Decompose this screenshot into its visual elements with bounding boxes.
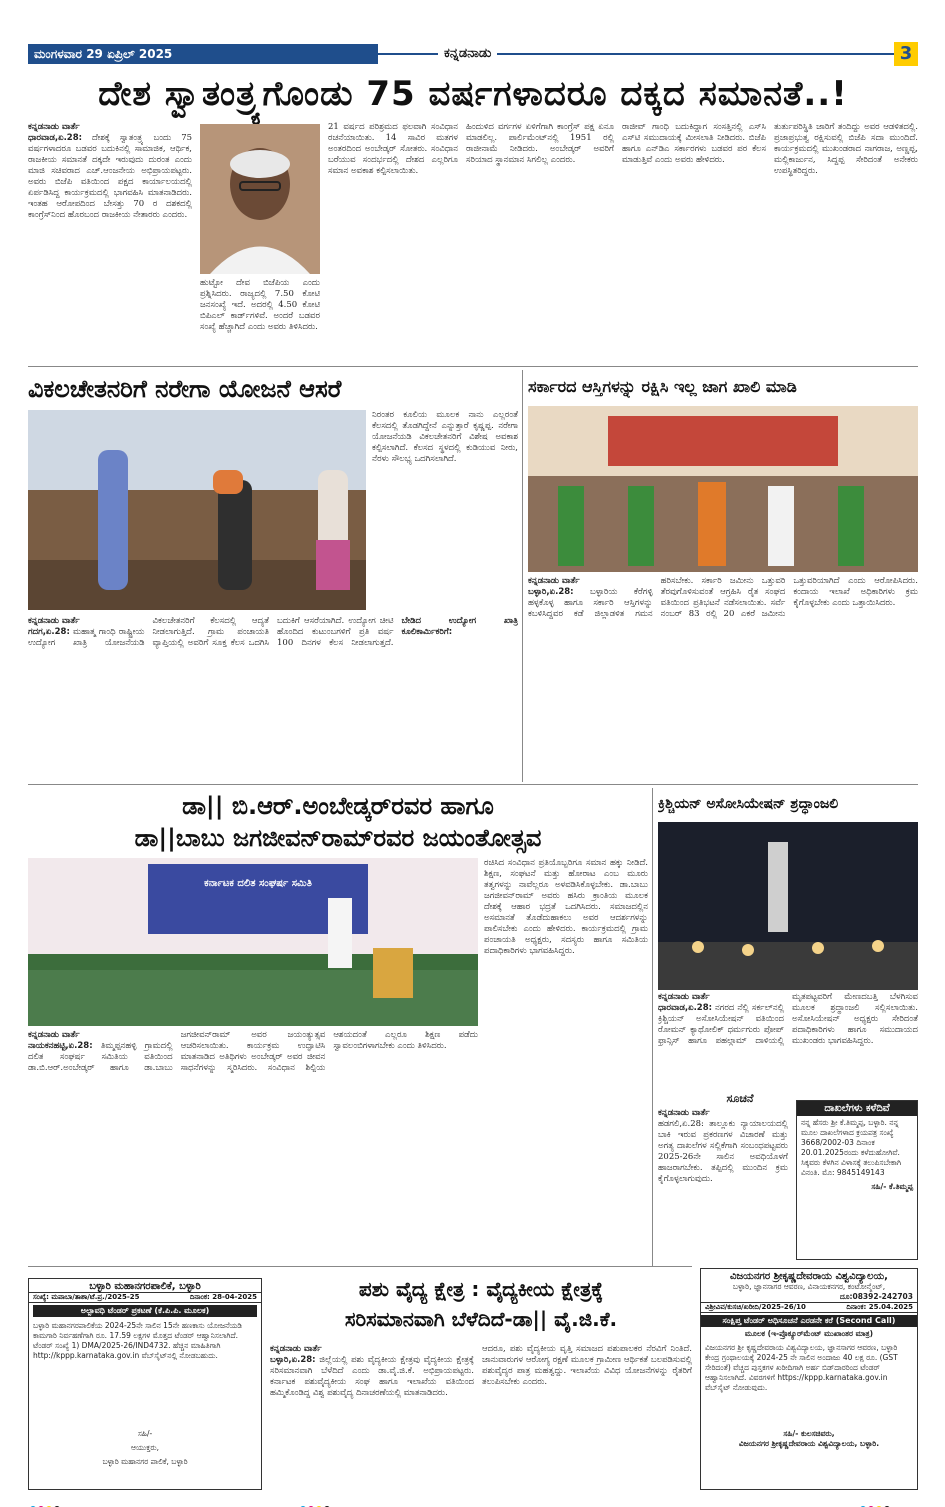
temple-byline: ಕನ್ನಡನಾಡು ವಾರ್ತೆ xyxy=(528,576,580,586)
lead-dateline: ಧಾರವಾಡ,ಏ.28: xyxy=(28,133,83,143)
lead-col-3 xyxy=(328,122,458,362)
color-registration-mid xyxy=(300,1497,332,1503)
temple-body-text: ಬಳ್ಳಾರಿಯ ಕೆರೆಗಳ್ಳಿ ಹಳ್ಳಕೊಳ್ಳ ಹಾಗೂ ಸರ್ಕಾರಿ ಆಸ್ತಿಗಳನ್ನು ಕಬಳಿಸಿದ್ದವರ ಕಡೆ ಜಿಲ್ಲಾಡಳಿತ ಗಮನ ಹರಿಸಬೇಕು. ಸರ್ಕಾರಿ ಜಮೀನು ಒತ್ತುವರಿ ತೆರವುಗೊಳಿಸುವಂತೆ ಆಗ್ರಹಿಸಿ ರೈತ ಸಂಘದ ವತಿಯಿಂದ ಪ್ರತಿಭಟನೆ ನಡೆಸಲಾಯಿತು. ಸರ್ವೆ ನಂಬರ್ 83 ರಲ್ಲಿ 20 ಎಕರೆ ಜಮೀನು ಒತ್ತುವರಿಯಾಗಿದೆ ಎಂದು ಆರೋಪಿಸಿದರು. ಕಂದಾಯ ಇಲಾಖೆ ಅಧಿಕಾರಿಗಳು ಕ್ರಮ ಕೈಗೊಳ್ಳಬೇಕು ಎಂದು ಒತ್ತಾಯಿಸಿದರು. xyxy=(528,576,918,619)
university-address: ಬಳ್ಳಾರಿ, ಜ್ಞಾನಸಾಗರ ಆವರಣ, ವಿನಾಯಕನಗರ, ಕಂಟೋನ್ಮೆಂಟ್, xyxy=(732,1282,886,1291)
lead-col-6 xyxy=(774,122,918,362)
ambedkar-banner-text: ಕರ್ನಾಟಕ ದಲಿತ ಸಂಘರ್ಷ ಸಮಿತಿ xyxy=(204,878,312,889)
ambedkar-headline-1: ಡಾ|| ಬಿ.ಆರ್.ಅಂಬೇಡ್ಕರ್‌ರವರ ಹಾಗೂ xyxy=(182,792,494,820)
corp-title: ಬಳ್ಳಾರಿ ಮಹಾನಗರಪಾಲಿಕೆ, ಬಳ್ಳಾರಿ xyxy=(89,1281,201,1292)
documents-ad-title: ದಾಖಲೆಗಳು ಕಳೆದಿವೆ xyxy=(797,1101,917,1116)
lead-col-1 xyxy=(28,122,192,362)
lead-text-4: ಹಿಂದುಳಿದ ವರ್ಗಗಳ ಏಳಿಗೆಗಾಗಿ ಕಾಂಗ್ರೆಸ್ ಪಕ್ಷ ಏನೂ ಮಾಡಲಿಲ್ಲ. ಪಾರ್ಲಿಮೆಂಟ್‌ನಲ್ಲಿ 1951 ರಲ್ಲಿ ರಾಜೀನಾಮೆ ನೀಡಿದರು. ಅಂಬೇಡ್ಕರ್ ಅವರಿಗೆ ಸರಿಯಾದ ಸ್ಥಾನಮಾನ ಸಿಗಲಿಲ್ಲ ಎಂದರು. xyxy=(466,122,614,165)
masthead xyxy=(28,44,918,66)
ambedkar-right-col xyxy=(484,858,648,1278)
portrait-illustration xyxy=(200,124,320,274)
university-sign: ಸಹಿ/- ಕುಲಸಚಿವರು, xyxy=(783,1429,835,1438)
corp-tender-title: ಅಲ್ಪಾವಧಿ ಟೆಂಡರ್ ಪ್ರಕಟಣೆ (ಕೆ.ಪಿ.ಪಿ. ಮೂಲಕ) xyxy=(33,1305,257,1317)
divider xyxy=(28,1266,692,1267)
temple-photo xyxy=(528,406,918,572)
christian-headline: ಕ್ರಿಶ್ಚಿಯನ್ ಅಸೋಸಿಯೇಷನ್ ಶ್ರದ್ಧಾಂಜಲಿ xyxy=(658,796,839,812)
narega-side-text: ನಿರಂತರ ಕೂಲಿಯ ಮೂಲಕ ನಾನು ಎಲ್ಲರಂತೆ ಕೆಲಸದಲ್ಲಿ ತೊಡಗಿದ್ದೇನೆ ಎನ್ನುತ್ತಾರೆ ಕೃಷ್ಣಪ್ಪ. ನರೇಗಾ ಯೋಜನೆಯಡಿ ವಿಕಲಚೇತನರಿಗೆ ವಿಶೇಷ ಅವಕಾಶ ಕಲ್ಪಿಸಲಾಗಿದೆ. ಕೆಲಸದ ಸ್ಥಳದಲ್ಲಿ ಕುಡಿಯುವ ನೀರು, ನೆರಳು ಸೌಲಭ್ಯ ಒದಗಿಸಲಾಗಿದೆ. xyxy=(372,410,518,464)
corp-sign: ಸಹಿ/- xyxy=(137,1429,153,1438)
divider xyxy=(28,366,918,367)
documents-ad-body: ನನ್ನ ಹೆಸರು ಶ್ರೀ ಕೆ.ತಿಮ್ಮಪ್ಪ, ಬಳ್ಳಾರಿ. ನನ್ನ ಮೂಲ ದಾಖಲೆಗಳಾದ ಕ್ರಯಪತ್ರ ಸಂಖ್ಯೆ 3668/2002-03 ದಿನಾಂಕ 20.01.2025ರಂದು ಕಳೆದುಹೋಗಿವೆ. ಸಿಕ್ಕವರು ಕೆಳಗಿನ ವಿಳಾಸಕ್ಕೆ ತಲುಪಿಸಬೇಕಾಗಿ ವಿನಂತಿ. ಮೊ: 9845149143 xyxy=(801,1118,902,1177)
christian-byline: ಕನ್ನಡನಾಡು ವಾರ್ತೆ xyxy=(658,992,710,1002)
issue-date: ಮಂಗಳವಾರ 29 ಏಪ್ರಿಲ್ 2025 xyxy=(28,44,378,64)
lead-text-1: ದೇಶಕ್ಕೆ ಸ್ವಾತಂತ್ರ್ಯ ಬಂದು 75 ವರ್ಷಗಳಾದರೂ ಬಡವರ ಬದುಕಿನಲ್ಲಿ ಸಾಮಾಜಿಕ, ಆರ್ಥಿಕ, ರಾಜಕೀಯ ಸಮಾನತೆ ದಕ್ಕದೇ ಇರುವುದು ದುರಂತ ಎಂದು ಮಾಜಿ ಸಚಿವರಾದ ಎಚ್.ಆಂಜನೇಯ ಅಭಿಪ್ರಾಯಪಟ್ಟರು. ಅವರು ಬಿಜೆಪಿ ವತಿಯಿಂದ ಪಕ್ಷದ ಕಾರ್ಯಾಲಯದಲ್ಲಿ ಏರ್ಪಡಿಸಿದ್ದ ಕಾರ್ಯಕ್ರಮದಲ್ಲಿ ಭಾಗವಹಿಸಿ ಮಾತನಾಡಿದರು. ಇಂತಹ ಆರೋಪದಿಂದ ಬೇಸತ್ತು 70 ರ ದಶಕದಲ್ಲಿ ಕಾಂಗ್ರೆಸ್‌ನಿಂದ ಹೊರಬಂದ ರಾಜಕೀಯ ನೇತಾರರು ಎಂದರು. xyxy=(28,133,192,220)
university-ref-row xyxy=(701,1302,917,1313)
documents-lost-ad xyxy=(796,1100,918,1260)
narega-byline: ಕನ್ನಡನಾಡು ವಾರ್ತೆ xyxy=(28,616,80,626)
lead-text-6: ತುರ್ತುಪರಿಸ್ಥಿತಿ ಜಾರಿಗೆ ತಂದಿದ್ದು ಅವರ ಆಡಳಿತದಲ್ಲಿ. ಪ್ರಜಾಪ್ರಭುತ್ವ ರಕ್ಷಿಸುವಲ್ಲಿ ಬಿಜೆಪಿ ಸದಾ ಮುಂದಿದೆ. ಕಾರ್ಯಕ್ರಮದಲ್ಲಿ ಮುಖಂಡರಾದ ನಾಗರಾಜ, ಅಣ್ಣಪ್ಪ, ಮಲ್ಲಿಕಾರ್ಜುನ, ಸಿದ್ದಪ್ಪ ಸೇರಿದಂತೆ ಅನೇಕರು ಉಪಸ್ಥಿತರಿದ್ದರು. xyxy=(774,122,918,176)
university-date: ದಿನಾಂಕ: 25.04.2025 xyxy=(846,1303,913,1311)
notice-byline: ಕನ್ನಡನಾಡು ವಾರ್ತೆ xyxy=(658,1108,710,1118)
page-number: 3 xyxy=(894,42,918,66)
university-sign-2: ವಿಜಯನಗರ ಶ್ರೀಕೃಷ್ಣದೇವರಾಯ ವಿಶ್ವವಿದ್ಯಾಲಯ, ಬಳ್ಳಾರಿ. xyxy=(738,1439,880,1448)
lead-col-4 xyxy=(466,122,614,362)
corp-ref: ಸಂಖ್ಯೆ: ಮಪಾಬಾ/ತಾಶಾ/ಟೆ.ಪ್ರ./2025-25 xyxy=(33,1293,140,1301)
vet-dateline: ಬಳ್ಳಾರಿ,ಏ.28: xyxy=(270,1355,316,1365)
lead-col-2 xyxy=(200,278,320,362)
divider xyxy=(652,788,653,1266)
lead-portrait-photo xyxy=(200,124,320,274)
narega-photo xyxy=(28,410,366,610)
lead-col-5 xyxy=(622,122,766,362)
university-phone: ದೂ:08392-242703 xyxy=(839,1292,913,1301)
color-registration-left xyxy=(30,1497,62,1503)
corporation-tender-ad xyxy=(28,1278,262,1490)
lead-text-2: ಹುಟ್ಟೋ ದೇವ ಬಿಜೆಪಿಯ ಎಂದು ಪ್ರಶ್ನಿಸಿದರು. ರಾಜ್ಯದಲ್ಲಿ 7.50 ಕೋಟಿ ಜನಸಂಖ್ಯೆ ಇದೆ. ಅದರಲ್ಲಿ 4.50 ಕೋಟಿ ಬಿಪಿಎಲ್ ಕಾರ್ಡ್‌ಗಳಿವೆ. ಅಂದರೆ ಬಡವರ ಸಂಖ್ಯೆ ಹೆಚ್ಚಾಗಿದೆ ಎಂದು ಅವರು ತಿಳಿಸಿದರು. xyxy=(200,278,320,332)
ambedkar-byline: ಕನ್ನಡನಾಡು ವಾರ್ತೆ xyxy=(28,1030,80,1040)
color-registration-right xyxy=(860,1497,892,1503)
vet-col-1 xyxy=(270,1344,474,1490)
narega-body-text: ಮಹಾತ್ಮ ಗಾಂಧಿ ರಾಷ್ಟ್ರೀಯ ಉದ್ಯೋಗ ಖಾತ್ರಿ ಯೋಜನೆಯಡಿ ವಿಕಲಚೇತನರಿಗೆ ಕೆಲಸದಲ್ಲಿ ಆದ್ಯತೆ ನೀಡಲಾಗುತ್ತಿದೆ. ಗ್ರಾಮ ಪಂಚಾಯತಿ ವ್ಯಾಪ್ತಿಯಲ್ಲಿ ಅವರಿಗೆ ಸೂಕ್ತ ಕೆಲಸ ಒದಗಿಸಿ ಬದುಕಿಗೆ ಆಸರೆಯಾಗಿದೆ. ಉದ್ಯೋಗ ಚೀಟಿ ಹೊಂದಿದ ಕುಟುಂಬಗಳಿಗೆ ಪ್ರತಿ ವರ್ಷ 100 ದಿನಗಳ ಕೆಲಸ ನೀಡಲಾಗುತ್ತದೆ. xyxy=(28,616,394,648)
narega-headline: ವಿಕಲಚೇತನರಿಗೆ ನರೇಗಾ ಯೋಜನೆ ಆಸರೆ xyxy=(28,375,342,403)
vet-headline-2: ಸರಿಸಮಾನವಾಗಿ ಬೆಳೆದಿದೆ-ಡಾ|| ವೈ.ಜಿ.ಕೆ. xyxy=(344,1307,618,1331)
christian-body xyxy=(658,992,918,1088)
temple-scene xyxy=(528,406,918,572)
narega-side-col xyxy=(372,410,518,620)
divider xyxy=(28,784,918,785)
lead-headline: ದೇಶ ಸ್ವಾತಂತ್ರ್ಯಗೊಂಡು 75 ವರ್ಷಗಳಾದರೂ ದಕ್ಕದ ಸಮಾನತೆ..! xyxy=(98,74,848,114)
ambedkar-photo xyxy=(28,858,478,1026)
notice-title: ಸೂಚನೆ xyxy=(726,1092,754,1105)
ambedkar-right-text: ರಚಿಸಿದ ಸಂವಿಧಾನ ಪ್ರತಿಯೊಬ್ಬರಿಗೂ ಸಮಾನ ಹಕ್ಕು ನೀಡಿದೆ. ಶಿಕ್ಷಣ, ಸಂಘಟನೆ ಮತ್ತು ಹೋರಾಟ ಎಂಬ ಮೂರು ತತ್ವಗಳನ್ನು ನಾವೆಲ್ಲರೂ ಅಳವಡಿಸಿಕೊಳ್ಳಬೇಕು. ಡಾ.ಬಾಬು ಜಗಜೀವನ್‌ರಾಮ್ ಅವರು ಹಸಿರು ಕ್ರಾಂತಿಯ ಮೂಲಕ ದೇಶಕ್ಕೆ ಆಹಾರ ಭದ್ರತೆ ಒದಗಿಸಿದರು. ಸಮಾಜದಲ್ಲಿನ ಅಸಮಾನತೆ ತೊಡೆದುಹಾಕಲು ಅವರ ಆದರ್ಶಗಳನ್ನು ಪಾಲಿಸಬೇಕು ಎಂದು ಹೇಳಿದರು. ಕಾರ್ಯಕ್ರಮದಲ್ಲಿ ಗ್ರಾಮ ಪಂಚಾಯತಿ ಅಧ್ಯಕ್ಷರು, ಸದಸ್ಯರು ಹಾಗೂ ಸಮಿತಿಯ ಪದಾಧಿಕಾರಿಗಳು ಭಾಗವಹಿಸಿದ್ದರು. xyxy=(484,858,648,956)
corp-sign-3: ಬಳ್ಳಾರಿ ಮಹಾನಗರ ಪಾಲಿಕೆ, ಬಳ್ಳಾರಿ xyxy=(102,1457,188,1466)
ambedkar-bottom-text: ತಿಮ್ಮಪ್ಪನಹಳ್ಳಿ ಗ್ರಾಮದಲ್ಲಿ ದಲಿತ ಸಂಘರ್ಷ ಸಮಿತಿಯ ವತಿಯಿಂದ ಡಾ.ಬಿ.ಆರ್.ಅಂಬೇಡ್ಕರ್ ಹಾಗೂ ಡಾ.ಬಾಬು ಜಗಜೀವನ್‌ರಾಮ್ ಅವರ ಜಯಂತ್ಯುತ್ಸವ ಆಚರಿಸಲಾಯಿತು. ಕಾರ್ಯಕ್ರಮ ಉದ್ಘಾಟಿಸಿ ಮಾತನಾಡಿದ ಅತಿಥಿಗಳು ಅಂಬೇಡ್ಕರ್ ಅವರ ಜೀವನ ಸಾಧನೆಗಳನ್ನು ಸ್ಮರಿಸಿದರು. ಸಂವಿಧಾನ ಶಿಲ್ಪಿಯ ಆಶಯದಂತೆ ಎಲ್ಲರೂ ಶಿಕ್ಷಣ ಪಡೆದು ಸ್ವಾವಲಂಬಿಗಳಾಗಬೇಕು ಎಂದು ತಿಳಿಸಿದರು. xyxy=(28,1030,478,1073)
notice-body xyxy=(658,1108,788,1260)
paper-name: ಕನ್ನಡನಾಡು xyxy=(438,46,497,61)
lead-text-3: 21 ವರ್ಷದ ಪರಿಶ್ರಮದ ಫಲವಾಗಿ ಸಂವಿಧಾನ ರಚನೆಯಾಯಿತು. 14 ಸಾವಿರ ಮತಗಳ ಅಂತರದಿಂದ ಅಂಬೇಡ್ಕರ್ ಸೋತರು. ಸಂವಿಧಾನ ಬರೆಯುವ ಸಂದರ್ಭದಲ್ಲಿ ದೇಶದ ಎಲ್ಲರಿಗೂ ಸಮಾನ ಅವಕಾಶ ಕಲ್ಪಿಸಲಾಯಿತು. xyxy=(328,122,458,176)
university-title: ವಿಜಯನಗರ ಶ್ರೀಕೃಷ್ಣದೇವರಾಯ ವಿಶ್ವವಿದ್ಯಾಲಯ, xyxy=(729,1271,888,1282)
vet-text-2: ಆದರೂ, ಪಶು ವೈದ್ಯಕೀಯ ವೃತ್ತಿ ಸಮಾಜದ ಪಶುಪಾಲಕರ ನೆರವಿಗೆ ನಿಂತಿದೆ. ಜಾನುವಾರುಗಳ ಆರೋಗ್ಯ ರಕ್ಷಣೆ ಮೂಲಕ ಗ್ರಾಮೀಣ ಆರ್ಥಿಕತೆ ಬಲಪಡಿಸುವಲ್ಲಿ ಪಶುವೈದ್ಯರ ಪಾತ್ರ ಮಹತ್ವದ್ದು. ಇಲಾಖೆಯ ವಿವಿಧ ಯೋಜನೆಗಳನ್ನು ರೈತರಿಗೆ ತಲುಪಿಸಬೇಕು ಎಂದರು. xyxy=(482,1344,692,1387)
corp-ref-row xyxy=(29,1292,261,1303)
christian-scene xyxy=(658,822,918,990)
vet-headline-1: ಪಶು ವೈದ್ಯ ಕ್ಷೇತ್ರ : ವೈದ್ಯಕೀಯ ಕ್ಷೇತ್ರಕ್ಕೆ xyxy=(358,1277,604,1301)
temple-body xyxy=(528,576,918,780)
vet-text-1: ಜಿಲ್ಲೆಯಲ್ಲಿ ಪಶು ವೈದ್ಯಕೀಯ ಕ್ಷೇತ್ರವು ವೈದ್ಯಕೀಯ ಕ್ಷೇತ್ರಕ್ಕೆ ಸರಿಸಮಾನವಾಗಿ ಬೆಳೆದಿದೆ ಎಂದು ಡಾ.ವೈ.ಜಿ.ಕೆ. ಅಭಿಪ್ರಾಯಪಟ್ಟರು. ಕರ್ನಾಟಕ ಪಶುವೈದ್ಯಕೀಯ ಸಂಘ ಹಾಗೂ ಇಲಾಖೆಯ ವತಿಯಿಂದ ಹಮ್ಮಿಕೊಂಡಿದ್ದ ವಿಶ್ವ ಪಶುವೈದ್ಯ ದಿನಾಚರಣೆಯಲ್ಲಿ ಮಾತನಾಡಿದರು. xyxy=(270,1355,474,1398)
temple-headline: ಸರ್ಕಾರದ ಆಸ್ತಿಗಳನ್ನು ರಕ್ಷಿಸಿ ಇಲ್ಲ ಜಾಗ ಖಾಲಿ ಮಾಡಿ xyxy=(528,377,797,396)
narega-dateline: ಗದಗ,ಏ.28: xyxy=(28,627,70,637)
ambedkar-headline-2: ಡಾ||ಬಾಬು ಜಗಜೀವನ್‌ರಾಮ್‌ರವರ ಜಯಂತೋತ್ಸವ xyxy=(134,824,542,852)
narega-subhead: ಬೇಡಿದ ಉದ್ಯೋಗ ಖಾತ್ರಿ ಕೂಲಿಕಾರ್ಮಿಕರಿಗೆ: xyxy=(401,616,518,637)
christian-dateline: ಧಾರವಾಡ,ಏ.28: xyxy=(658,1003,713,1013)
vet-byline: ಕನ್ನಡನಾಡು ವಾರ್ತೆ xyxy=(270,1344,322,1354)
christian-body-text: ನಗರದ ನೆಲ್ಲಿ ಸರ್ಕಲ್‌ನಲ್ಲಿ ಕ್ರಿಶ್ಚಿಯನ್ ಅಸೋಸಿಯೇಷನ್ ವತಿಯಿಂದ ರೋಮನ್ ಕ್ಯಾಥೋಲಿಕ್ ಧರ್ಮಗುರು ಪೋಪ್ ಫ್ರಾನ್ಸಿಸ್ ಹಾಗೂ ಪಹಲ್ಗಾಮ್ ದಾಳಿಯಲ್ಲಿ ಮೃತಪಟ್ಟವರಿಗೆ ಮೇಣದಬತ್ತಿ ಬೆಳಗಿಸುವ ಮೂಲಕ ಶ್ರದ್ಧಾಂಜಲಿ ಸಲ್ಲಿಸಲಾಯಿತು. ಅಸೋಸಿಯೇಷನ್ ಅಧ್ಯಕ್ಷರು ಸೇರಿದಂತೆ ಪದಾಧಿಕಾರಿಗಳು ಹಾಗೂ ಸಮುದಾಯದ ಮುಖಂಡರು ಭಾಗವಹಿಸಿದ್ದರು. xyxy=(658,992,918,1046)
vet-col-2 xyxy=(482,1344,692,1490)
divider xyxy=(522,370,523,782)
notice-text: ಹಡಗಲಿ,ಏ.28: ತಾಲ್ಲೂಕು ನ್ಯಾಯಾಲಯದಲ್ಲಿ ಬಾಕಿ ಇರುವ ಪ್ರಕರಣಗಳ ವಿಚಾರಣೆ ಮತ್ತು ಅಗತ್ಯ ದಾಖಲೆಗಳ ಸಲ್ಲಿಕೆಗಾಗಿ ಸಂಬಂಧಪಟ್ಟವರು 2025-26ನೇ ಸಾಲಿನ ಅವಧಿಯೊಳಗೆ ಹಾಜರಾಗಬೇಕು. ತಪ್ಪಿದಲ್ಲಿ ಮುಂದಿನ ಕ್ರಮ ಕೈಗೊಳ್ಳಲಾಗುವುದು. xyxy=(658,1119,788,1184)
lead-byline: ಕನ್ನಡನಾಡು ವಾರ್ತೆ xyxy=(28,122,80,132)
ambedkar-dateline: ನಾಯಕನಹಟ್ಟಿ,ಏ.28: xyxy=(28,1041,93,1051)
university-tender-sub: ಮೂಲಕ (ಇ-ಪ್ರೊಕ್ಯೂರ್‌ಮೆಂಟ್ ಮುಖಾಂತರ ಮಾತ್ರ) xyxy=(744,1329,874,1338)
university-body: ವಿಜಯನಗರ ಶ್ರೀ ಕೃಷ್ಣದೇವರಾಯ ವಿಶ್ವವಿದ್ಯಾಲಯ, ಜ್ಞಾನಸಾಗರ ಆವರಣ, ಬಳ್ಳಾರಿ ಕೇಂದ್ರ ಗ್ರಂಥಾಲಯಕ್ಕೆ 2024-25 ನೇ ಸಾಲಿನ ಅಂದಾಜು 40 ಲಕ್ಷ ರೂ. (GST ಸೇರಿದಂತೆ) ವೆಚ್ಚದ ಪುಸ್ತಕಗಳ ಖರೀದಿಗಾಗಿ ಅರ್ಹ ಬಿಡ್‌ದಾರರಿಂದ ಟೆಂಡರ್ ಆಹ್ವಾನಿಸಲಾಗಿದೆ. ವಿವರಗಳಿಗೆ https://kppp.karnataka.gov.in ವೆಬ್‌ಸೈಟ್ ನೋಡುವುದು. xyxy=(705,1343,898,1392)
corp-sign-2: ಆಯುಕ್ತರು, xyxy=(130,1443,160,1452)
narega-body xyxy=(28,616,518,780)
university-tender-title: ಸಂಕ್ಷಿಪ್ತ ಟೆಂಡರ್ ಅಧಿಸೂಚನೆ ಎರಡನೇ ಕರೆ (Second Call) xyxy=(701,1315,917,1327)
ambedkar-bottom xyxy=(28,1030,478,1240)
corp-date: ದಿನಾಂಕ: 28-04-2025 xyxy=(189,1293,257,1301)
corp-body: ಬಳ್ಳಾರಿ ಮಹಾನಗರಪಾಲಿಕೆಯ 2024-25ನೇ ಸಾಲಿನ 15ನೇ ಹಣಕಾಸು ಯೋಜನೆಯಡಿ ಕಾಮಗಾರಿ ನಿರ್ವಹಣೆಗಾಗಿ ರೂ. 17.59 ಲಕ್ಷಗಳ ಮೊತ್ತದ ಟೆಂಡರ್ ಆಹ್ವಾನಿಸಲಾಗಿದೆ. ಟೆಂಡರ್ ಸಂಖ್ಯೆ 1) DMA/2025-26/IND4732. ಹೆಚ್ಚಿನ ಮಾಹಿತಿಗಾಗಿ http://kppp.karnataka.gov.in ವೆಬ್‌ಸೈಟ್‌ನಲ್ಲಿ ನೋಡಬಹುದು. xyxy=(33,1321,243,1360)
documents-ad-sign: ಸಹಿ/- ಕೆ.ತಿಮ್ಮಪ್ಪ xyxy=(871,1182,913,1191)
temple-dateline: ಬಳ್ಳಾರಿ,ಏ.28: xyxy=(528,587,574,597)
christian-photo xyxy=(658,822,918,990)
lead-text-5: ರಾಜೀವ್ ಗಾಂಧಿ ಬದುಕಿದ್ದಾಗ ಸಂಸತ್ತಿನಲ್ಲಿ ಎಸ್‌ಸಿ ಎಸ್‌ಟಿ ಸಮುದಾಯಕ್ಕೆ ಮೀಸಲಾತಿ ನೀಡಿದರು. ಬಿಜೆಪಿ ಹಾಗೂ ಎನ್‌ಡಿಎ ಸರ್ಕಾರಗಳು ಬಡವರ ಪರ ಕೆಲಸ ಮಾಡುತ್ತಿವೆ ಎಂದು ಅವರು ಹೇಳಿದರು. xyxy=(622,122,766,165)
university-tender-ad xyxy=(700,1268,918,1490)
narega-scene xyxy=(28,410,366,610)
university-ref: ವಿಶ್ರೀವಿವ/ಕುಸಚಿ/ಖರೀದಿ/2025-26/10 xyxy=(705,1303,806,1311)
